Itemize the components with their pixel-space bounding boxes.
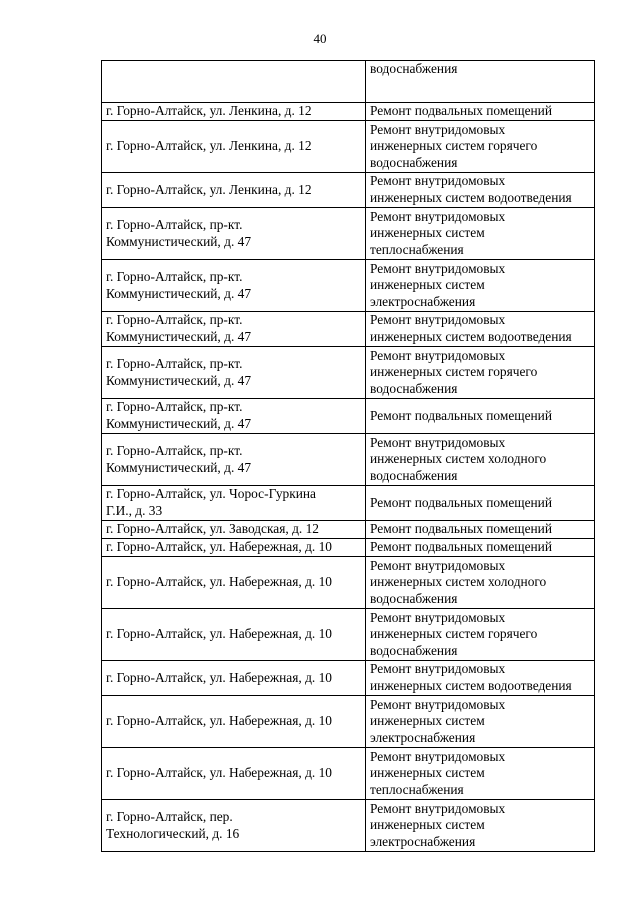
work-type-line: инженерных систем холодного [370, 451, 547, 467]
table-row [102, 434, 595, 486]
work-type-line: инженерных систем горячего [370, 138, 538, 154]
work-type-line: водоснабжения [370, 590, 458, 606]
address-line: г. Горно-Алтайск, ул. Набережная, д. 10 [106, 765, 333, 781]
address-cell [102, 696, 366, 748]
address-cell [102, 748, 366, 800]
work-type-line: водоснабжения [370, 154, 458, 170]
work-type-line: Ремонт внутридомовых [370, 173, 506, 189]
work-type-cell [366, 486, 595, 521]
work-type-line: электроснабжения [370, 729, 476, 745]
work-type-line: Ремонт внутридомовых [370, 121, 506, 137]
work-type-line: Ремонт внутридомовых [370, 557, 506, 573]
address-line: г. Горно-Алтайск, ул. Набережная, д. 10 [106, 574, 333, 590]
address-line: г. Горно-Алтайск, пр-кт. [106, 268, 243, 284]
work-type-cell [366, 696, 595, 748]
work-type-line: Ремонт внутридомовых [370, 312, 506, 328]
table-row [102, 61, 595, 103]
work-type-line: водоснабжения [370, 642, 458, 658]
address-cell [102, 557, 366, 609]
work-type-cell [366, 800, 595, 852]
work-type-line: инженерных систем горячего [370, 364, 538, 380]
address-line: г. Горно-Алтайск, пер. [106, 808, 233, 824]
address-line: г. Горно-Алтайск, ул. Заводская, д. 12 [106, 521, 320, 537]
address-cell [102, 800, 366, 852]
address-line: Технологический, д. 16 [106, 825, 240, 841]
work-type-line: инженерных систем водоотведения [370, 678, 572, 693]
address-cell [102, 661, 366, 696]
address-cell [102, 539, 366, 557]
work-type-line: теплоснабжения [370, 241, 464, 257]
work-type-line: инженерных систем [370, 225, 485, 241]
address-line: г. Горно-Алтайск, ул. Набережная, д. 10 [106, 539, 333, 555]
work-type-cell [366, 521, 595, 539]
address-line: г. Горно-Алтайск, пр-кт. [106, 216, 243, 232]
table-row [102, 103, 595, 121]
work-type-cell [366, 312, 595, 347]
address-line: Коммунистический, д. 47 [106, 285, 252, 301]
address-cell [102, 347, 366, 399]
work-type-cell [366, 260, 595, 312]
address-line: г. Горно-Алтайск, ул. Ленкина, д. 12 [106, 181, 312, 197]
address-line: Коммунистический, д. 47 [106, 459, 252, 475]
work-type-line: инженерных систем водоотведения [370, 190, 572, 205]
work-type-line: Ремонт подвальных помещений [370, 103, 553, 119]
address-line: г. Горно-Алтайск, пр-кт. [106, 442, 243, 458]
address-cell [102, 434, 366, 486]
work-type-cell [366, 434, 595, 486]
work-type-line: Ремонт внутридомовых [370, 748, 506, 764]
table-row [102, 208, 595, 260]
table-row [102, 800, 595, 852]
address-line: г. Горно-Алтайск, ул. Набережная, д. 10 [106, 669, 333, 685]
address-cell [102, 521, 366, 539]
table-row [102, 521, 595, 539]
work-type-cell [366, 748, 595, 800]
work-type-line: электроснабжения [370, 293, 476, 309]
address-line: Г.И., д. 33 [106, 503, 163, 518]
address-cell [102, 609, 366, 661]
work-type-line: водоснабжения [370, 467, 458, 483]
work-type-cell [366, 173, 595, 208]
work-type-line: инженерных систем горячего [370, 626, 538, 642]
table-row [102, 539, 595, 557]
work-type-line: Ремонт внутридомовых [370, 260, 506, 276]
address-cell [102, 208, 366, 260]
work-type-cell [366, 661, 595, 696]
address-line: Коммунистический, д. 47 [106, 416, 252, 431]
address-cell [102, 121, 366, 173]
address-line: Коммунистический, д. 47 [106, 233, 252, 249]
address-cell [102, 103, 366, 121]
address-cell [102, 486, 366, 521]
table-row [102, 121, 595, 173]
work-type-line: теплоснабжения [370, 781, 464, 797]
work-type-line: Ремонт внутридомовых [370, 661, 506, 677]
table-row [102, 399, 595, 434]
work-type-line: электроснабжения [370, 833, 476, 849]
work-type-line: Ремонт внутридомовых [370, 434, 506, 450]
works-table [101, 60, 595, 852]
work-type-cell [366, 609, 595, 661]
work-type-line: инженерных систем [370, 765, 485, 781]
work-type-cell [366, 557, 595, 609]
address-cell [102, 260, 366, 312]
table-row [102, 557, 595, 609]
work-type-line: инженерных систем водоотведения [370, 329, 572, 344]
work-type-line: Ремонт подвальных помещений [370, 407, 553, 423]
work-type-line: водоснабжения [370, 380, 458, 396]
work-type-line: Ремонт внутридомовых [370, 609, 506, 625]
work-type-line: Ремонт подвальных помещений [370, 539, 553, 555]
page-number: 40 [313, 31, 327, 46]
work-type-cell [366, 208, 595, 260]
table-row [102, 260, 595, 312]
table-row [102, 661, 595, 696]
address-cell [102, 173, 366, 208]
address-line: г. Горно-Алтайск, ул. Ленкина, д. 12 [106, 138, 312, 154]
work-type-line: Ремонт внутридомовых [370, 696, 506, 712]
work-type-cell [366, 539, 595, 557]
address-line: г. Горно-Алтайск, пр-кт. [106, 399, 243, 415]
address-line: г. Горно-Алтайск, ул. Набережная, д. 10 [106, 626, 333, 642]
work-type-line: Ремонт внутридомовых [370, 347, 506, 363]
work-type-line: Ремонт внутридомовых [370, 800, 506, 816]
address-line: г. Горно-Алтайск, пр-кт. [106, 312, 243, 328]
works-table-body [102, 61, 595, 852]
table-row [102, 696, 595, 748]
work-type-cell [366, 121, 595, 173]
work-type-line: инженерных систем [370, 277, 485, 293]
address-line: Коммунистический, д. 47 [106, 329, 252, 344]
work-type-line: инженерных систем [370, 713, 485, 729]
work-type-line: Ремонт подвальных помещений [370, 521, 553, 537]
work-type-line: Ремонт внутридомовых [370, 208, 506, 224]
address-line: г. Горно-Алтайск, ул. Набережная, д. 10 [106, 713, 333, 729]
work-type-line: Ремонт подвальных помещений [370, 494, 553, 510]
address-cell [102, 312, 366, 347]
table-row [102, 347, 595, 399]
work-type-cell [366, 103, 595, 121]
address-cell [102, 399, 366, 434]
work-type-line: водоснабжения [370, 61, 458, 76]
work-type-cell [366, 399, 595, 434]
work-type-cell [366, 61, 595, 103]
table-row [102, 609, 595, 661]
table-row [102, 173, 595, 208]
address-line: г. Горно-Алтайск, пр-кт. [106, 355, 243, 371]
address-line: г. Горно-Алтайск, ул. Ленкина, д. 12 [106, 103, 312, 119]
work-type-cell [366, 347, 595, 399]
table-row [102, 748, 595, 800]
address-line: Коммунистический, д. 47 [106, 372, 252, 388]
address-cell [102, 61, 366, 103]
table-row [102, 486, 595, 521]
table-row [102, 312, 595, 347]
work-type-line: инженерных систем [370, 817, 485, 833]
work-type-line: инженерных систем холодного [370, 574, 547, 590]
address-line: г. Горно-Алтайск, ул. Чорос-Гуркина [106, 486, 316, 502]
